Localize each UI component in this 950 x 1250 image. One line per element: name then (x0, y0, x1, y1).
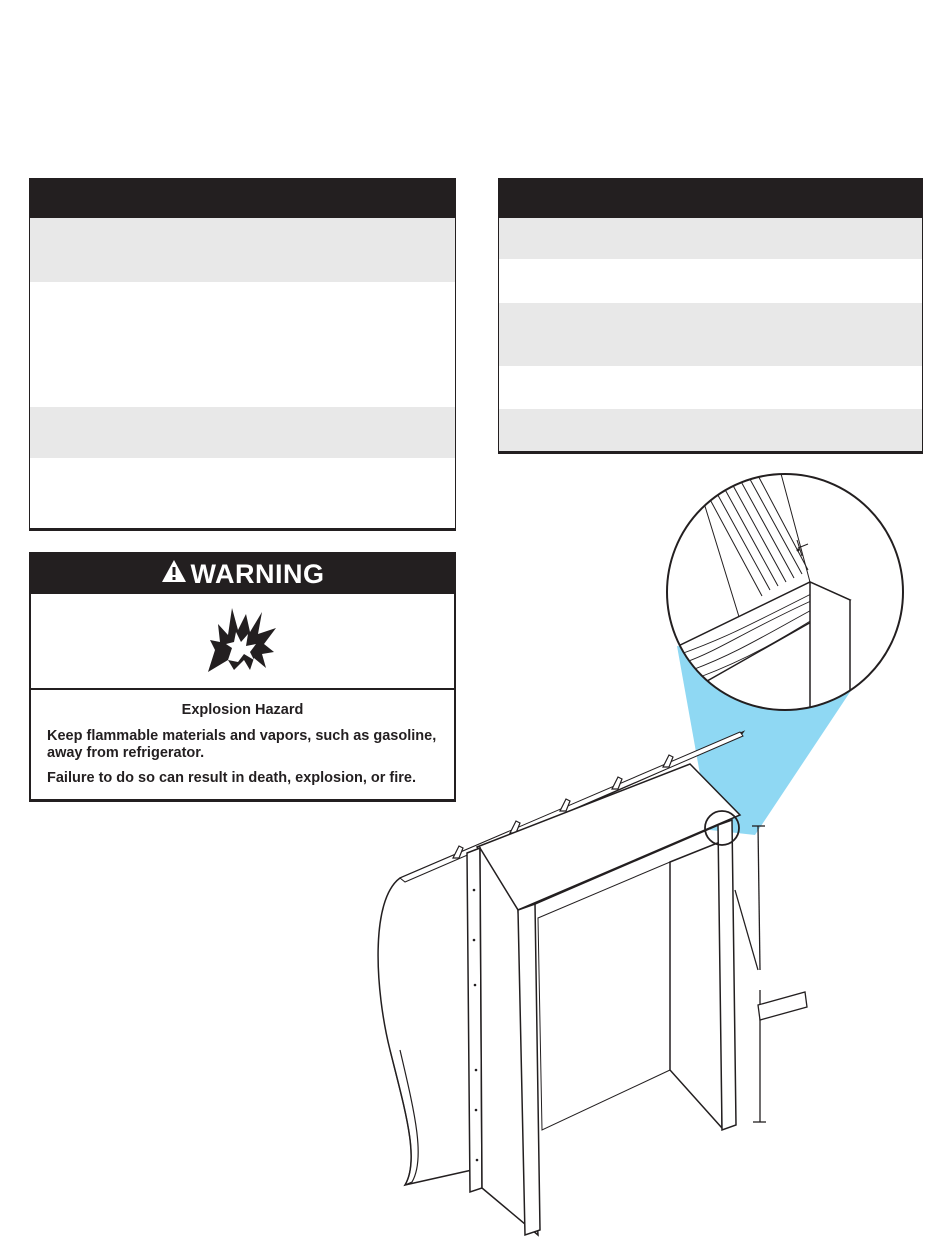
cabinet-illustration (360, 470, 940, 1250)
table-row (499, 218, 922, 260)
right-table (498, 178, 923, 454)
table-row (30, 283, 455, 407)
exclamation-triangle-icon (161, 559, 187, 590)
left-table-header (30, 178, 455, 218)
table-row (30, 407, 455, 459)
right-table-header (499, 178, 922, 218)
warning-signal-word: WARNING (190, 558, 325, 589)
right-side-panel (670, 842, 722, 1128)
table-row (499, 409, 922, 454)
warning-line: Keep flammable materials and vapors, such as gasoline, away from refrigerator. (47, 728, 437, 761)
water-line (758, 992, 807, 1020)
warning-line: Failure to do so can result in death, explosion, or fire. (47, 770, 417, 786)
explosion-icon (206, 604, 280, 679)
hazard-title: Explosion Hazard (181, 702, 304, 718)
table-row (30, 218, 455, 283)
height-dimension-line (735, 826, 766, 1122)
table-row (499, 367, 922, 409)
table-row (499, 260, 922, 303)
table-row (499, 303, 922, 367)
